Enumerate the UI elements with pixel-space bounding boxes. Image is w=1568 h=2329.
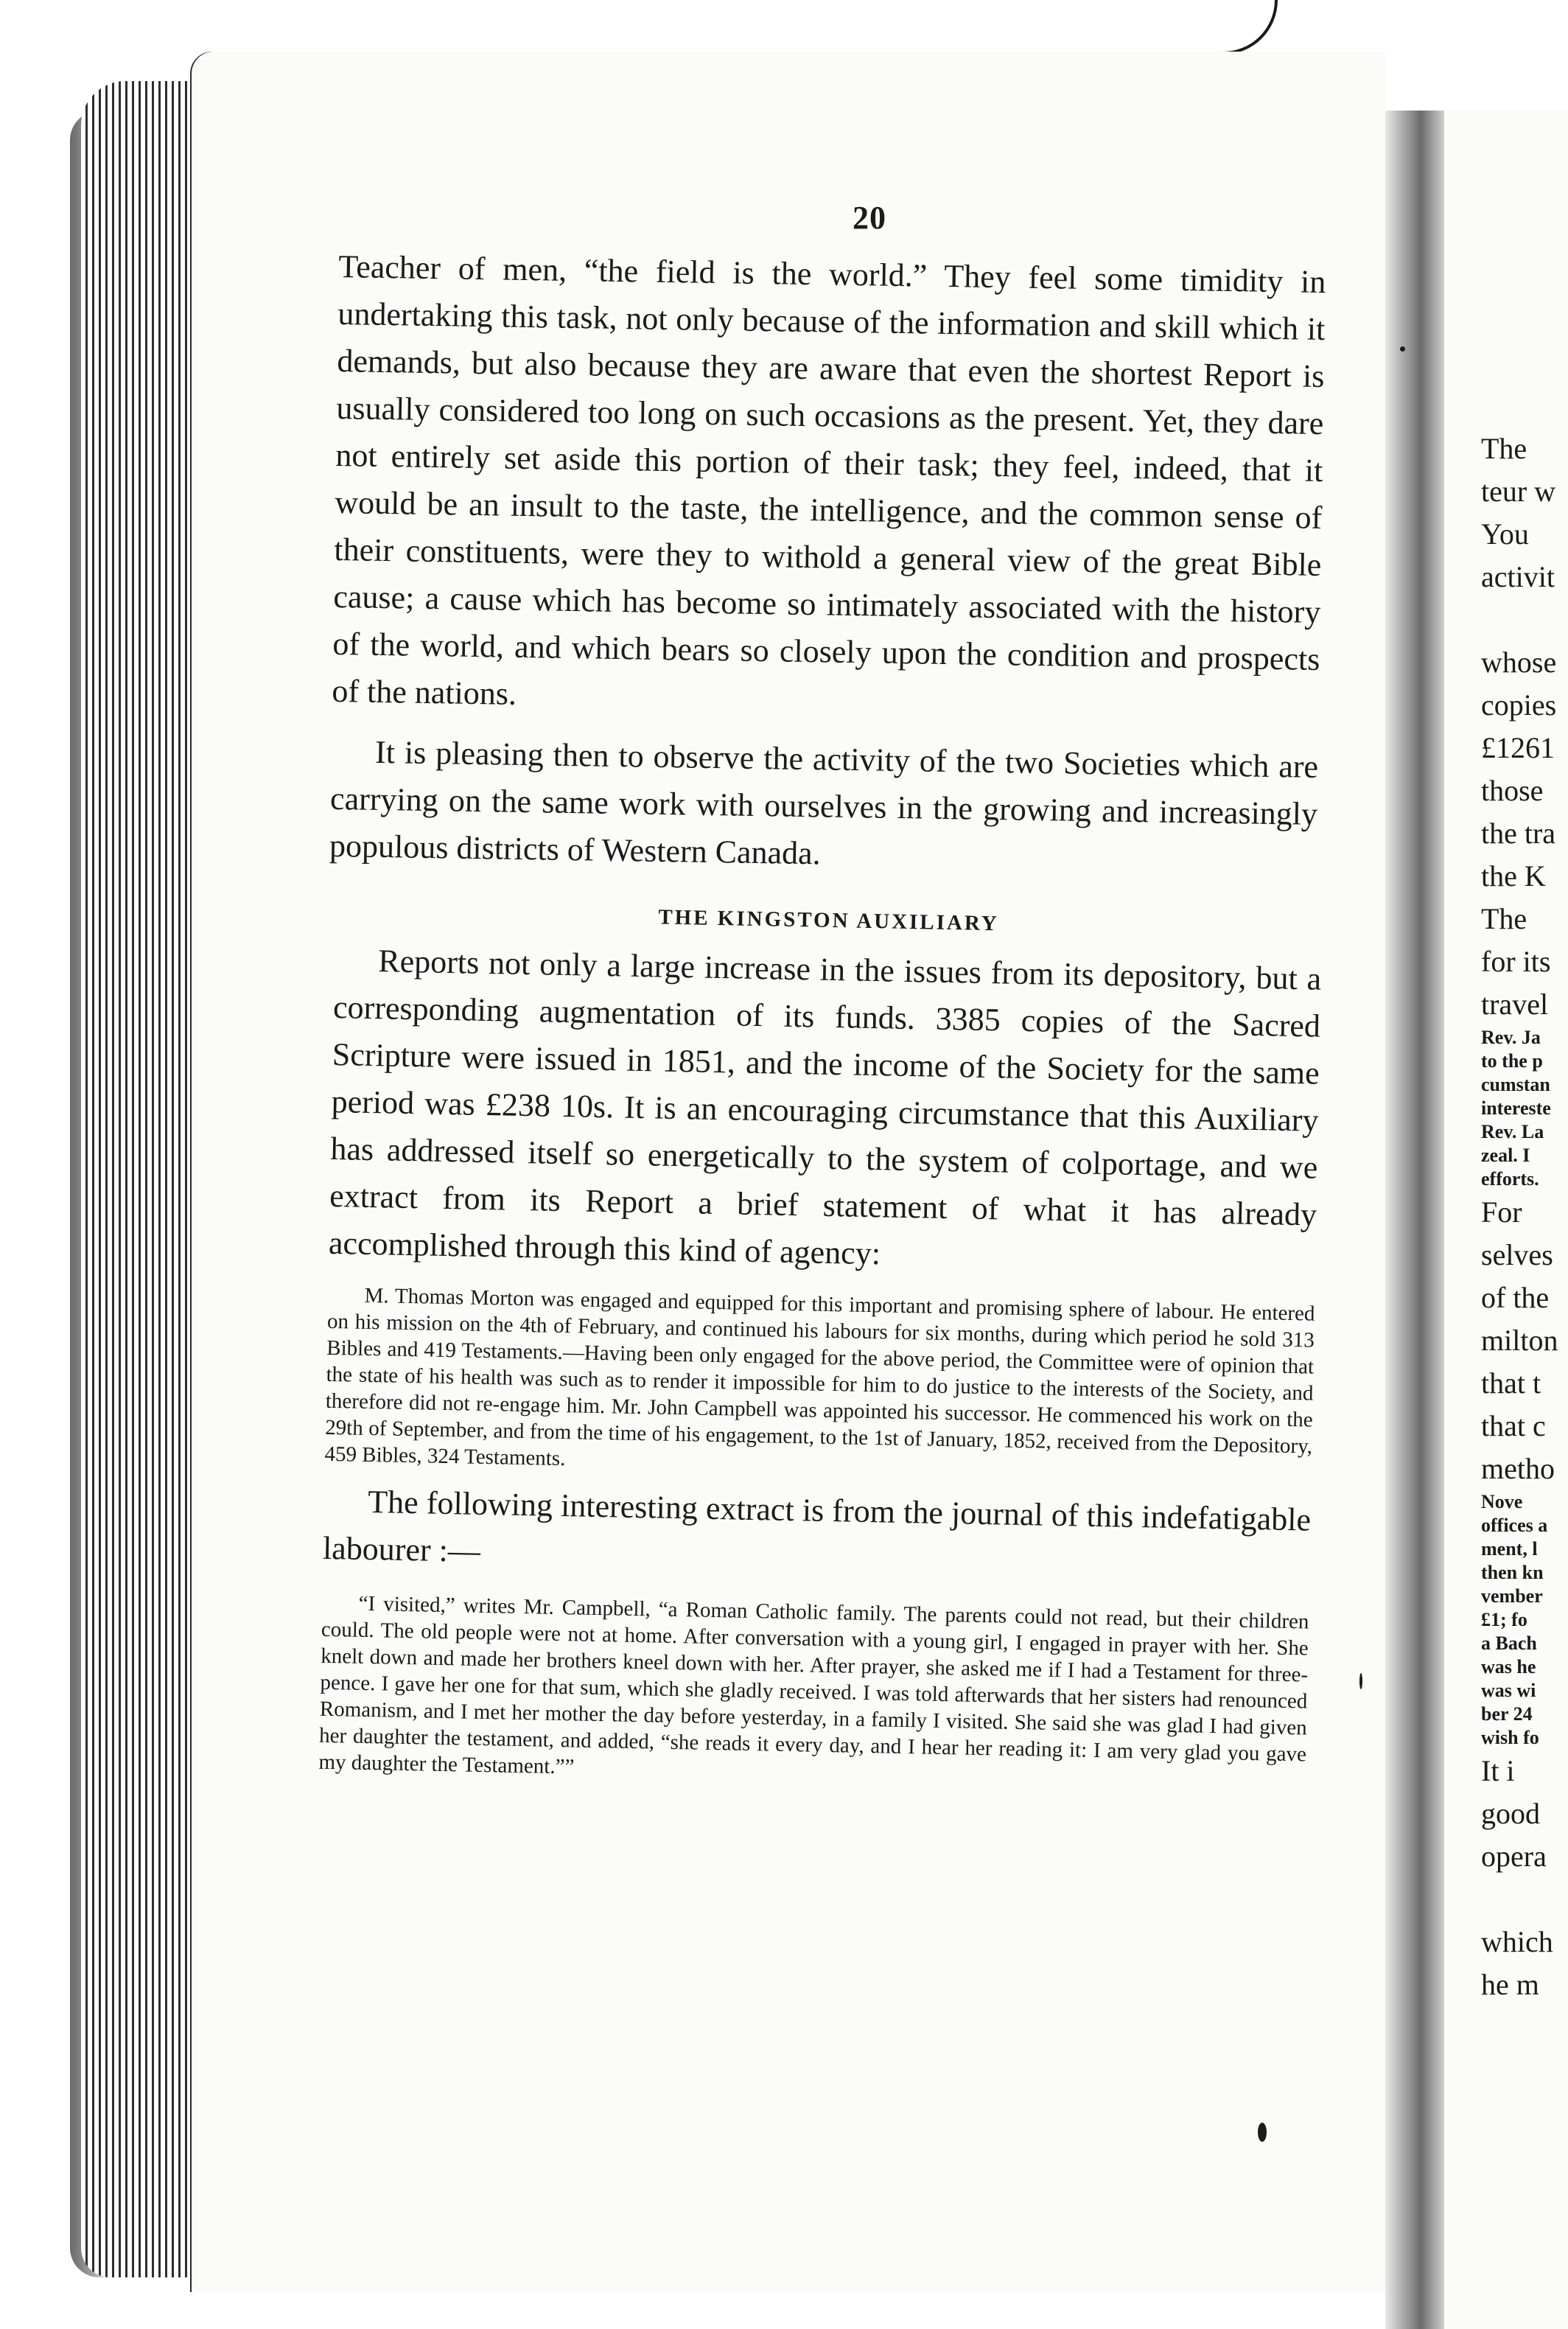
right-page-line: that t	[1481, 1366, 1541, 1400]
right-page-line: that c	[1481, 1409, 1546, 1442]
right-page-line: Rev. La	[1481, 1121, 1544, 1142]
right-page-line: whose	[1481, 646, 1557, 679]
paragraph-teacher-of-men: Teacher of men, “the field is the world.” They feel some timidity in undertaking this task, not only because of the information and skill which it demands, but also because they are aware that even the shortest Report is usually considered too long on such occasions as the present. Yet, they dare not entirely set aside this portion of their task; they feel, indeed, that it would be an insult to the taste, the intelligence, and the common sense of their constituents, were they to withold a general view of the great Bible cause; a cause which has become so intimately associated with the history of the world, and which bears so closely upon the condition and prospects of the nations.	[332, 248, 1326, 712]
right-page-line: ber 24	[1481, 1703, 1533, 1725]
ink-speck	[1359, 1673, 1362, 1689]
right-page-line: ment, l	[1481, 1538, 1538, 1560]
book-gutter	[1385, 111, 1444, 2329]
right-page-line: wish fo	[1481, 1727, 1539, 1748]
quote-campbell: “I visited,” writes Mr. Campbell, “a Roman Catholic family. The parents could not read, but their children could. The old people were not at home. After conversation with a young girl, I engaged in prayer with her. She knelt down and made her brothers kneel down with her. After prayer, she asked me if I had a Testament for three-pence. I gave her one for that sum, which she gladly received. I was told afterwards that her sisters had renounced Romanism, and I met her mother the day before yesterday, in a family I visited. She said she was glad I had given her daughter the testament, and added, “she reads it every day, and I hear her reading it: I am very glad you gave my daughter the Testament.””	[318, 1591, 1309, 1779]
right-page-line: zeal. I	[1481, 1145, 1530, 1166]
paragraph-kingston: Reports not only a large increase in the issues from its depository, but a corresponding augmentation of its funds. 3385 copies of the Sacred Scripture were issued in 1851, and the income of the Society for the same period was £238 10s. It is an encouraging circumstance that this Auxiliary has addressed itself so energetically to the system of colportage, and we extract from its Report a brief statement of what it has already accomplished through this kind of agency:	[328, 943, 1322, 1272]
right-page-line: the K	[1481, 859, 1546, 893]
right-page-line: intereste	[1481, 1097, 1551, 1119]
right-page-line: For	[1481, 1195, 1522, 1229]
right-page-text	[1481, 427, 1568, 2006]
right-page-line: he m	[1481, 1968, 1539, 2001]
ink-speck	[1400, 346, 1405, 352]
right-page-line: which	[1481, 1925, 1553, 1958]
right-page-line: efforts.	[1481, 1168, 1539, 1190]
right-page-line: metho	[1481, 1452, 1555, 1485]
right-page-line: vember	[1481, 1585, 1543, 1607]
right-page-line: teur w	[1481, 475, 1556, 508]
right-page-line: good	[1481, 1797, 1540, 1830]
right-page-line	[1481, 1878, 1568, 1921]
page-number: 20	[853, 200, 886, 236]
kingston-section	[318, 899, 1323, 1795]
right-page-line: £1261	[1481, 731, 1555, 764]
right-page-line: then kn	[1481, 1562, 1544, 1583]
right-page-line: copies	[1481, 688, 1557, 722]
right-page-line: activit	[1481, 560, 1555, 593]
quote-morton: M. Thomas Morton was engaged and equipped for this important and promising sphere of labour. He entered on his mission on the 4th of February, and continued his labours for six months, during which period he sold 313 Bibles and 419 Testaments.—Having been only engaged for the above period, the Committee were of opinion that the state of his health was such as to render it impossible for him to do justice to the interests of the Society, and therefore did not re-engage him. Mr. John Campbell was appointed his successor. He commenced his work on the 29th of September, and from the time of his engagement, to the 1st of January, 1852, received from the Depository, 459 Bibles, 324 Testaments.	[324, 1283, 1315, 1471]
right-page-line: You	[1481, 517, 1529, 551]
right-page	[1444, 111, 1568, 2329]
right-page-line: The	[1481, 432, 1527, 465]
right-page-line: to the p	[1481, 1050, 1543, 1072]
right-page-line: the tra	[1481, 817, 1556, 850]
right-page-line: It i	[1481, 1754, 1515, 1787]
right-page-line: of the	[1481, 1281, 1550, 1314]
right-page-line	[1481, 598, 1568, 641]
paragraph-following: The following interesting extract is from the journal of this indefatigable labourer :—	[322, 1484, 1312, 1569]
right-page-line: opera	[1481, 1840, 1547, 1873]
right-page-line: was he	[1481, 1656, 1536, 1677]
right-page-line: £1; fo	[1481, 1609, 1527, 1630]
paragraph-activity: It is pleasing then to observe the activity of the two Societies which are carrying on the same work with ourselves in the growing and increasingly populous districts of Western Canada.	[329, 733, 1319, 872]
book-page-edges	[81, 81, 192, 2277]
right-page-line: selves	[1481, 1238, 1553, 1271]
right-page-line: was wi	[1481, 1680, 1536, 1701]
right-page-line: a Bach	[1481, 1633, 1537, 1654]
right-page-line: The	[1481, 902, 1527, 935]
section-heading: THE KINGSTON AUXILIARY	[658, 905, 1000, 936]
right-page-line: Rev. Ja	[1481, 1027, 1541, 1048]
main-text-block	[329, 243, 1326, 885]
ink-speck	[1258, 2123, 1267, 2142]
right-page-line: cumstan	[1481, 1074, 1550, 1095]
right-page-line: offices a	[1481, 1515, 1548, 1536]
right-page-line: those	[1481, 774, 1544, 807]
right-page-line: milton	[1481, 1324, 1558, 1357]
right-page-line: Nove	[1481, 1491, 1523, 1512]
right-page-line: for its	[1481, 945, 1551, 978]
right-page-line: travel	[1481, 988, 1549, 1021]
